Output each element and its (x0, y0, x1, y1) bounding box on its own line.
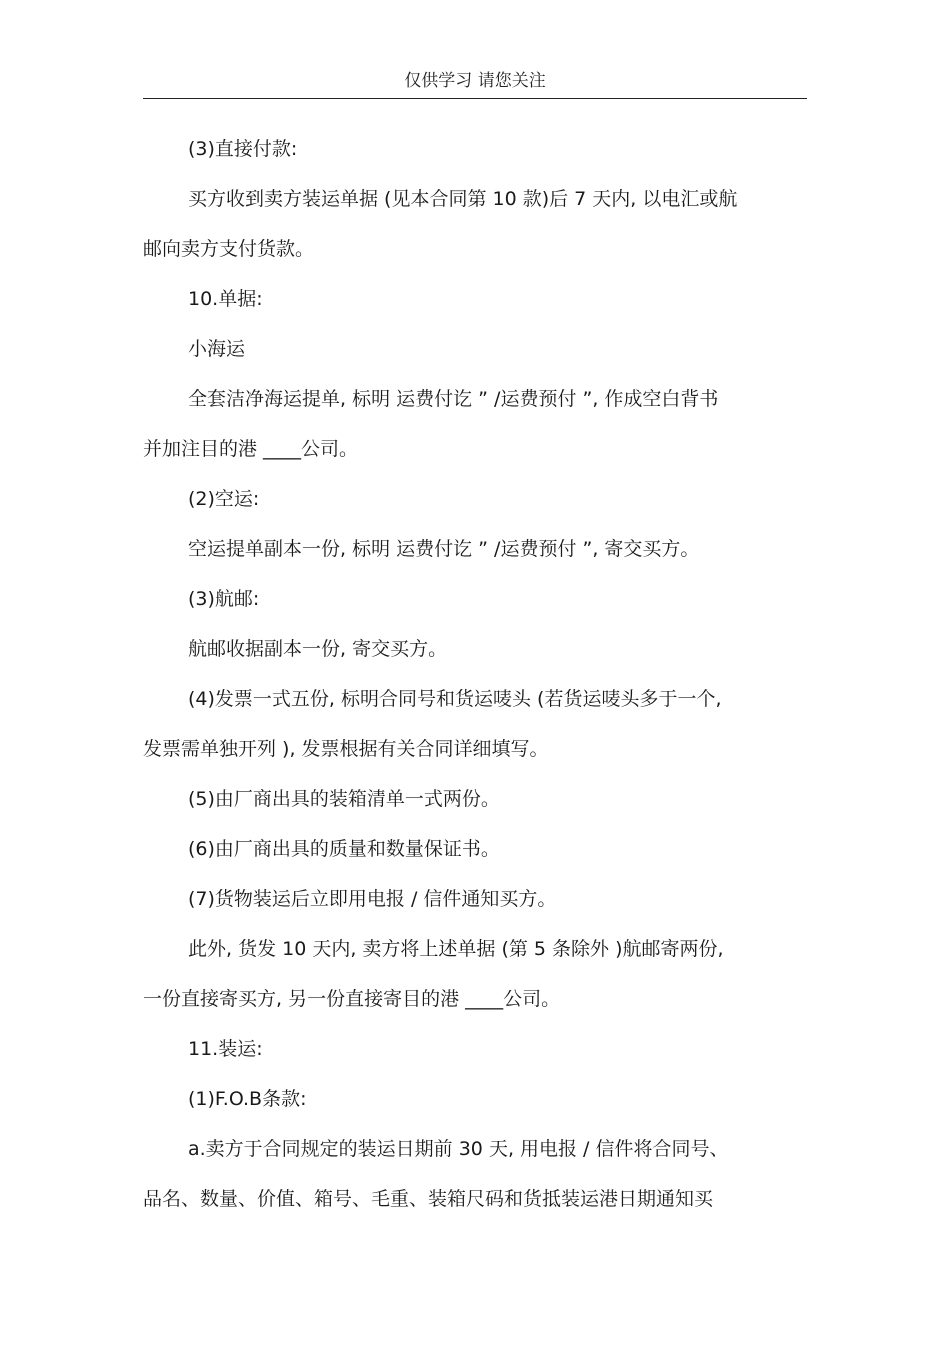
paragraph-line: (4)发票一式五份, 标明合同号和货运唛头 (若货运唛头多于一个, (188, 688, 722, 710)
paragraph-line: (6)由厂商出具的质量和数量保证书。 (188, 838, 500, 860)
paragraph-line: (3)航邮: (188, 588, 260, 610)
paragraph-line: (7)货物装运后立即用电报 / 信件通知买方。 (188, 888, 557, 910)
paragraph-line: 邮向卖方支付货款。 (143, 238, 315, 260)
paragraph-line: 一份直接寄买方, 另一份直接寄目的港 ____公司。 (143, 988, 561, 1010)
paragraph-line: 发票需单独开列 ), 发票根据有关合同详细填写。 (143, 738, 549, 760)
paragraph-line: (2)空运: (188, 488, 260, 510)
paragraph-line: (5)由厂商出具的装箱清单一式两份。 (188, 788, 500, 810)
paragraph-line: 小海运 (188, 338, 246, 360)
paragraph-line: 此外, 货发 10 天内, 卖方将上述单据 (第 5 条除外 )航邮寄两份, (188, 938, 724, 960)
paragraph-line: 11.装运: (188, 1038, 263, 1060)
paragraph-line: 买方收到卖方装运单据 (见本合同第 10 款)后 7 天内, 以电汇或航 (188, 188, 738, 210)
paragraph-line: 空运提单副本一份, 标明 运费付讫 ” /运费预付 ”, 寄交买方。 (188, 538, 700, 560)
paragraph-line: 并加注目的港 ____公司。 (143, 438, 359, 460)
page-header (143, 68, 807, 99)
paragraph-line: (3)直接付款: (188, 138, 298, 160)
header-text: 仅供学习 请您关注 (404, 71, 546, 91)
paragraph-line: a.卖方于合同规定的装运日期前 30 天, 用电报 / 信件将合同号、 (188, 1138, 729, 1160)
document-body (143, 124, 807, 1224)
paragraph-line: 航邮收据副本一份, 寄交买方。 (188, 638, 448, 660)
paragraph-line: 10.单据: (188, 288, 263, 310)
paragraph-line: 全套洁净海运提单, 标明 运费付讫 ” /运费预付 ”, 作成空白背书 (188, 388, 719, 410)
paragraph-line: (1)F.O.B条款: (188, 1088, 307, 1110)
paragraph-line: 品名、数量、价值、箱号、毛重、装箱尺码和货抵装运港日期通知买 (143, 1188, 714, 1210)
